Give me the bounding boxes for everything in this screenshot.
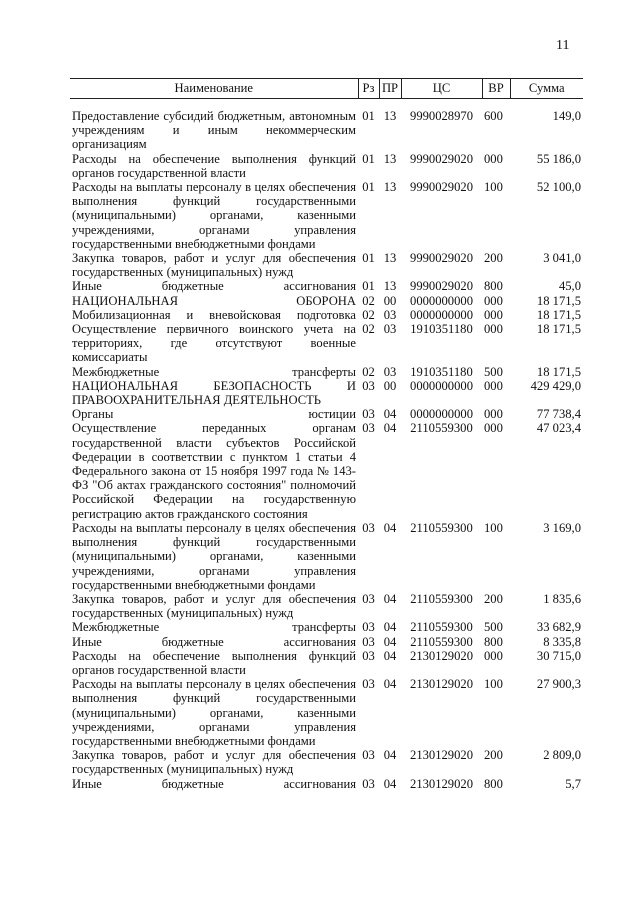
cell-pr: 04 — [383, 407, 397, 422]
table-row — [70, 592, 583, 620]
cell-rz: 03 — [362, 407, 375, 422]
cell-name: Расходы на выплаты персоналу в целях обеспечения выполнения функций государственными (муниципальными) органами, казенными учреждениями, органами управления государственными внебюджетными фондами — [72, 180, 356, 251]
cell-name: Закупка товаров, работ и услуг для обеспечения государственных (муниципальных) нужд — [72, 251, 356, 280]
cell-name: НАЦИОНАЛЬНАЯ БЕЗОПАСНОСТЬ И ПРАВООХРАНИТЕЛЬНАЯ ДЕЯТЕЛЬНОСТЬ — [72, 378, 356, 408]
cell-vr: 000 — [484, 378, 503, 393]
cell-vr: 000 — [484, 421, 503, 436]
header-gap — [70, 99, 583, 110]
table-row — [70, 620, 583, 634]
cell-sum: 18 171,5 — [536, 322, 581, 337]
header-vr: ВР — [482, 79, 510, 99]
cell-vr: 100 — [484, 520, 503, 535]
cell-vr: 800 — [484, 776, 503, 791]
cell-rz: 03 — [362, 748, 375, 763]
cell-name: Мобилизационная и вневойсковая подготовка — [72, 307, 356, 322]
cell-name: Осуществление первичного воинского учета на территориях, где отсутствуют военные комиссариаты — [72, 322, 356, 365]
cell-sum: 429 429,0 — [530, 378, 581, 393]
cell-vr: 600 — [484, 109, 503, 123]
cell-name: Предоставление субсидий бюджетным, автономным учреждениям и иным некоммерческим организациям — [72, 109, 356, 152]
cell-name: Расходы на обеспечение выполнения функций органов государственной власти — [72, 151, 356, 180]
cell-rz: 03 — [362, 378, 375, 393]
cell-rz: 03 — [362, 677, 375, 692]
cell-name: Иные бюджетные ассигнования — [72, 776, 356, 791]
cell-pr: 04 — [383, 591, 397, 606]
cell-rz: 03 — [362, 776, 375, 791]
cell-cs: 9990028970 — [410, 109, 473, 123]
cell-cs: 2110559300 — [410, 421, 473, 436]
cell-sum: 8 335,8 — [543, 634, 581, 649]
table-row — [70, 294, 583, 308]
cell-name: Закупка товаров, работ и услуг для обеспечения государственных (муниципальных) нужд — [72, 748, 356, 777]
cell-cs: 9990029020 — [410, 279, 473, 294]
cell-vr: 000 — [484, 151, 503, 166]
cell-pr: 13 — [383, 251, 397, 266]
cell-cs: 2110559300 — [410, 620, 473, 635]
table-row — [70, 777, 583, 791]
cell-vr: 200 — [484, 748, 503, 763]
cell-rz: 03 — [362, 520, 375, 535]
cell-rz: 01 — [362, 180, 375, 195]
cell-name: Расходы на выплаты персоналу в целях обеспечения выполнения функций государственными (муниципальными) органами, казенными учреждениями, органами управления государственными внебюджетными фондами — [72, 677, 356, 748]
cell-rz: 02 — [362, 322, 375, 337]
cell-vr: 100 — [484, 677, 503, 692]
cell-sum: 77 738,4 — [536, 407, 581, 422]
cell-vr: 200 — [484, 251, 503, 266]
cell-rz: 03 — [362, 591, 375, 606]
cell-pr: 04 — [383, 677, 397, 692]
cell-name: Расходы на обеспечение выполнения функций органов государственной власти — [72, 648, 356, 677]
cell-pr: 03 — [383, 322, 397, 337]
cell-rz: 03 — [362, 620, 375, 635]
cell-rz: 02 — [362, 307, 375, 322]
cell-rz: 03 — [362, 421, 375, 436]
header-pr: ПР — [379, 79, 401, 99]
table-row — [70, 109, 583, 152]
cell-cs: 2110559300 — [410, 634, 473, 649]
cell-name: Межбюджетные трансферты — [72, 364, 356, 379]
table-row — [70, 521, 583, 592]
cell-vr: 000 — [484, 648, 503, 663]
cell-pr: 04 — [383, 648, 397, 663]
cell-cs: 2130129020 — [410, 648, 473, 663]
cell-cs: 2110559300 — [410, 591, 473, 606]
cell-vr: 500 — [484, 364, 503, 379]
cell-cs: 1910351180 — [410, 322, 473, 337]
cell-pr: 04 — [383, 520, 397, 535]
cell-rz: 02 — [362, 293, 375, 308]
table-row — [70, 365, 583, 379]
cell-sum: 18 171,5 — [536, 364, 581, 379]
cell-name: Расходы на выплаты персоналу в целях обеспечения выполнения функций государственными (муниципальными) органами, казенными учреждениями, органами управления государственными внебюджетными фондами — [72, 520, 356, 592]
table-row — [70, 152, 583, 180]
cell-cs: 0000000000 — [410, 378, 473, 393]
cell-pr: 13 — [383, 180, 397, 195]
cell-name: НАЦИОНАЛЬНАЯ ОБОРОНА — [72, 293, 356, 308]
table-row — [70, 308, 583, 322]
header-sum: Сумма — [510, 79, 583, 99]
cell-vr: 500 — [484, 620, 503, 635]
cell-cs: 0000000000 — [410, 307, 473, 322]
cell-sum: 47 023,4 — [536, 421, 581, 436]
cell-cs: 2110559300 — [410, 520, 473, 535]
cell-cs: 9990029020 — [410, 180, 473, 195]
table-row — [70, 180, 583, 251]
cell-sum: 3 041,0 — [543, 251, 581, 266]
table-row — [70, 635, 583, 649]
table-row — [70, 677, 583, 748]
cell-pr: 04 — [383, 620, 397, 635]
cell-rz: 01 — [362, 279, 375, 294]
cell-name: Органы юстиции — [72, 407, 356, 422]
cell-cs: 0000000000 — [410, 293, 473, 308]
cell-vr: 000 — [484, 307, 503, 322]
header-rz: Рз — [358, 79, 379, 99]
cell-name: Иные бюджетные ассигнования — [72, 279, 356, 294]
cell-cs: 9990029020 — [410, 151, 473, 166]
cell-sum: 30 715,0 — [536, 648, 581, 663]
cell-pr: 04 — [383, 421, 397, 436]
cell-sum: 5,7 — [565, 776, 581, 791]
table-header — [70, 79, 583, 99]
table-body — [70, 99, 583, 791]
cell-vr: 000 — [484, 407, 503, 422]
cell-rz: 02 — [362, 364, 375, 379]
cell-vr: 100 — [484, 180, 503, 195]
cell-sum: 18 171,5 — [536, 293, 581, 308]
cell-sum: 18 171,5 — [536, 307, 581, 322]
cell-pr: 13 — [383, 109, 397, 123]
cell-name: Закупка товаров, работ и услуг для обеспечения государственных (муниципальных) нужд — [72, 591, 356, 621]
cell-pr: 04 — [383, 748, 397, 763]
cell-cs: 2130129020 — [410, 677, 473, 692]
cell-pr: 04 — [383, 776, 397, 791]
budget-table — [70, 78, 583, 791]
cell-sum: 27 900,3 — [536, 677, 581, 692]
cell-rz: 01 — [362, 151, 375, 166]
table-row — [70, 407, 583, 421]
cell-sum: 52 100,0 — [536, 180, 581, 195]
cell-cs: 1910351180 — [410, 364, 473, 379]
table-row — [70, 379, 583, 407]
cell-pr: 13 — [383, 279, 397, 294]
cell-sum: 55 186,0 — [536, 151, 581, 166]
cell-rz: 01 — [362, 109, 375, 123]
cell-pr: 03 — [383, 307, 397, 322]
page-number: 11 — [556, 38, 570, 53]
header-cs: ЦС — [401, 79, 482, 99]
cell-sum: 33 682,9 — [536, 620, 581, 635]
cell-cs: 2130129020 — [410, 748, 473, 763]
cell-pr: 00 — [383, 378, 397, 393]
cell-rz: 03 — [362, 634, 375, 649]
cell-vr: 000 — [484, 293, 503, 308]
table-row — [70, 748, 583, 776]
table-row — [70, 251, 583, 279]
cell-name: Межбюджетные трансферты — [72, 620, 356, 635]
cell-sum: 1 835,6 — [543, 591, 581, 606]
cell-name: Осуществление переданных органам государственной власти субъектов Российской Федерации в соответствии с пунктом 1 статьи 4 Федерального закона от 15 ноября 1997 года № 143-ФЗ "Об актах гражданского состояния" полномочий Российской Федерации на государственную регистрацию актов гражданского состояния — [72, 421, 356, 521]
cell-pr: 13 — [383, 151, 397, 166]
cell-sum: 3 169,0 — [543, 520, 581, 535]
cell-name: Иные бюджетные ассигнования — [72, 634, 356, 649]
cell-pr: 00 — [383, 293, 397, 308]
table-row — [70, 649, 583, 677]
cell-sum: 149,0 — [552, 109, 581, 123]
table-row — [70, 322, 583, 365]
cell-cs: 2130129020 — [410, 776, 473, 791]
cell-pr: 03 — [383, 364, 397, 379]
cell-vr: 800 — [484, 279, 503, 294]
cell-sum: 45,0 — [558, 279, 581, 294]
cell-vr: 800 — [484, 634, 503, 649]
cell-cs: 9990029020 — [410, 251, 473, 266]
cell-sum: 2 809,0 — [543, 748, 581, 763]
cell-rz: 01 — [362, 251, 375, 266]
cell-vr: 000 — [484, 322, 503, 337]
table-row — [70, 279, 583, 293]
cell-pr: 04 — [383, 634, 397, 649]
header-name: Наименование — [70, 79, 358, 99]
cell-cs: 0000000000 — [410, 407, 473, 422]
cell-vr: 200 — [484, 591, 503, 606]
table-row — [70, 421, 583, 520]
cell-rz: 03 — [362, 648, 375, 663]
